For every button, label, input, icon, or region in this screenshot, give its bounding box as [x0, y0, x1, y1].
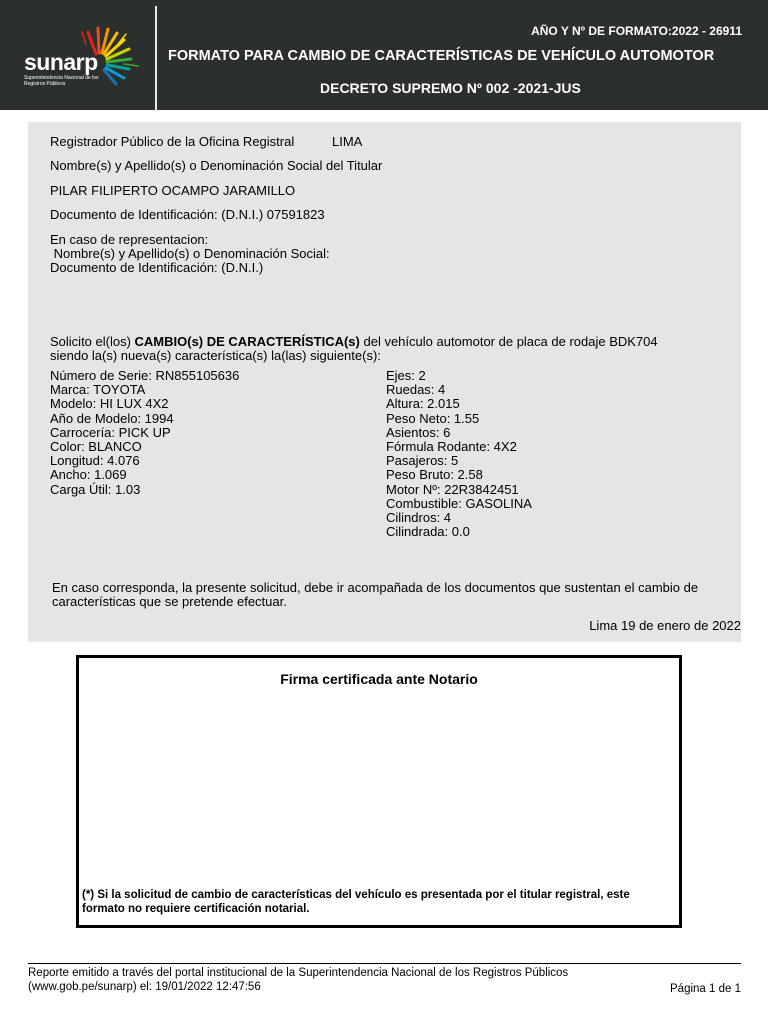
- documents-notice: En caso corresponda, la presente solicitud, debe ir acompañada de los documentos que sustentan el cambio de: [52, 580, 699, 595]
- request-statement: [50, 335, 658, 349]
- footer-line-2: (www.gob.pe/sunarp) el: 19/01/2022 12:47:56: [28, 980, 261, 993]
- footer-divider: [28, 963, 741, 964]
- page-header: [0, 0, 768, 110]
- spec-displacement: Cilindrada: 0.0: [386, 524, 470, 540]
- request-suffix: del vehículo automotor de placa de rodaje BDK704: [359, 334, 658, 349]
- spec-passengers: Pasajeros: 5: [386, 453, 459, 469]
- spec-color: Color: BLANCO: [50, 438, 142, 454]
- request-statement-line2: siendo la(s) nueva(s) característica(s) la(las) siguiente(s):: [50, 348, 381, 363]
- representation-label: En caso de representacion:: [50, 232, 209, 247]
- specs-left-column: [50, 369, 239, 497]
- holder-name: PILAR FILIPERTO OCAMPO JARAMILLO: [50, 183, 296, 198]
- request-date: Lima 19 de enero de 2022: [589, 618, 741, 633]
- spec-net-weight: Peso Neto: 1.55: [386, 410, 480, 426]
- spec-fuel: Combustible: GASOLINA: [386, 495, 532, 511]
- document-title: FORMATO PARA CAMBIO DE CARACTERÍSTICAS DE VEHÍCULO AUTOMOTOR: [168, 48, 715, 64]
- format-code: AÑO Y Nº DE FORMATO:2022 - 26911: [531, 24, 742, 38]
- documents-notice-line2: características que se pretende efectuar.: [52, 594, 287, 609]
- page-number: Página 1 de 1: [670, 983, 741, 995]
- specs-right-column: [386, 369, 532, 539]
- signature-title: Firma certificada ante Notario: [280, 671, 478, 687]
- notarial-exemption-note: [82, 888, 672, 916]
- spec-length: Longitud: 4.076: [50, 453, 140, 469]
- spec-model: Modelo: HI LUX 4X2: [50, 396, 169, 412]
- logo-wordmark: sunarp: [24, 49, 98, 75]
- request-prefix: Solicito el(los): [50, 334, 135, 349]
- spec-payload: Carga Útil: 1.03: [50, 481, 141, 497]
- registrar-label: Registrador Público de la Oficina Registral: [50, 134, 295, 149]
- spec-gross-weight: Peso Bruto: 2.58: [386, 467, 483, 483]
- representative-name-label: Nombre(s) y Apellido(s) o Denominación Social:: [50, 246, 330, 261]
- spec-cylinders: Cilindros: 4: [386, 509, 452, 525]
- decree-subtitle: DECRETO SUPREMO Nº 002 -2021-JUS: [320, 80, 581, 96]
- spec-height: Altura: 2.015: [386, 396, 460, 412]
- header-divider: [155, 6, 157, 110]
- holder-id: Documento de Identificación: (D.N.I.) 07591823: [50, 207, 325, 222]
- footer-line-1: Reporte emitido a través del portal institucional de la Superintendencia Nacional de los Registros Públicos: [28, 967, 569, 979]
- spec-engine-number: Motor Nº: 22R3842451: [386, 481, 519, 497]
- spec-body: Carrocería: PICK UP: [50, 424, 171, 440]
- report-footer: [28, 967, 568, 994]
- spec-wheel-formula: Fórmula Rodante: 4X2: [386, 438, 517, 454]
- spec-width: Ancho: 1.069: [50, 467, 127, 483]
- request-form-panel: [28, 122, 741, 642]
- spec-serial: Número de Serie: RN855105636: [50, 368, 240, 383]
- spec-wheels: Ruedas: 4: [386, 382, 446, 398]
- registrar-office: LIMA: [332, 134, 363, 149]
- representative-id-label: Documento de Identificación: (D.N.I.): [50, 260, 264, 275]
- sunarp-logo: [20, 24, 150, 94]
- request-emphasis: CAMBIO(s) DE CARACTERÍSTICA(s): [134, 334, 360, 349]
- notary-signature-box: [76, 655, 682, 928]
- note-line-2: formato no requiere certificación notarial.: [82, 903, 310, 915]
- spec-axles: Ejes: 2: [386, 368, 426, 383]
- spec-brand: Marca: TOYOTA: [50, 382, 146, 398]
- spec-model-year: Año de Modelo: 1994: [50, 410, 174, 426]
- note-line-1: (*) Si la solicitud de cambio de características del vehículo es presentada por el titular registral, este: [82, 889, 630, 901]
- holder-label: Nombre(s) y Apellido(s) o Denominación Social del Titular: [50, 158, 383, 173]
- logo-subtitle: Superintendencia Nacional de los Registros Públicos: [24, 75, 99, 87]
- spec-seats: Asientos: 6: [386, 424, 451, 440]
